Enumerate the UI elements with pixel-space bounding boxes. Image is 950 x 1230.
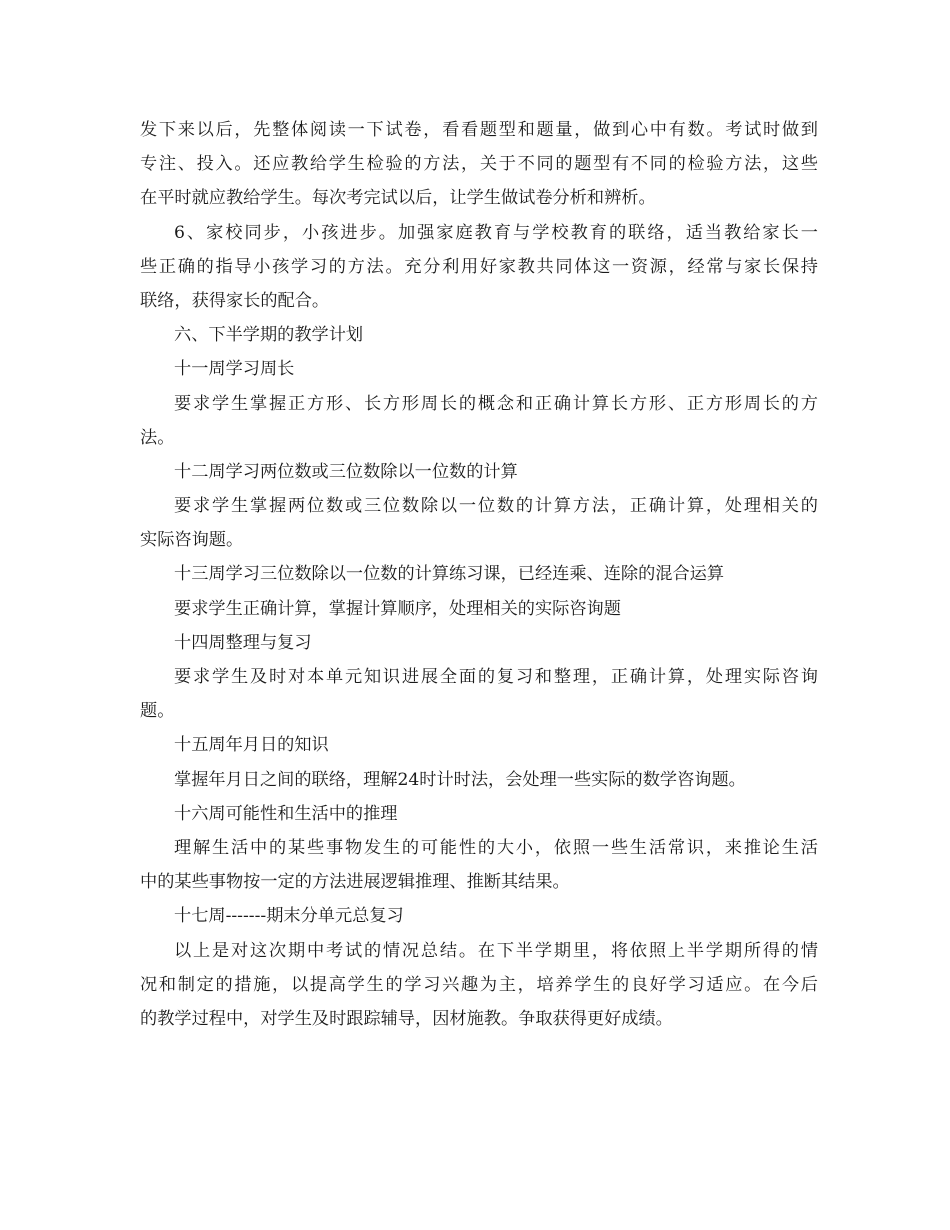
week-heading: 十四周整理与复习 <box>174 632 312 653</box>
text-line: 题。 <box>140 701 175 722</box>
week-heading: 十一周学习周长 <box>174 359 295 380</box>
text-line: 要求学生及时对本单元知识进展全面的复习和整理，正确计算，处理实际咨询 <box>174 667 818 687</box>
text-line: 以上是对这次期中考试的情况总结。在下半学期里，将依照上半学期所得的情 <box>174 940 818 961</box>
text-line: 在平时就应教给学生。每次考完试以后，让学生做试卷分析和辨析。 <box>140 188 656 209</box>
text-line: 的教学过程中，对学生及时跟踪辅导，因材施教。争取获得更好成绩。 <box>140 1008 673 1029</box>
week-heading: 十六周可能性和生活中的推理 <box>174 803 398 824</box>
week-heading: 十五周年月日的知识 <box>174 735 329 756</box>
text-line: 联络，获得家长的配合。 <box>140 290 330 311</box>
text-line: 掌握年月日之间的联络，理解24时计时法，会处理一些实际的数学咨询题。 <box>174 769 746 790</box>
text-line: 专注、投入。还应教给学生检验的方法，关于不同的题型有不同的检验方法，这些 <box>140 154 818 175</box>
week-heading: 十七周-------期末分单元总复习 <box>174 906 404 927</box>
text-line: 实际咨询题。 <box>140 530 244 551</box>
text-line: 要求学生正确计算，掌握计算顺序，处理相关的实际咨询题 <box>174 598 621 619</box>
text-line: 要求学生掌握正方形、长方形周长的概念和正确计算长方形、正方形周长的方 <box>174 393 818 414</box>
text-line: 法。 <box>140 427 175 448</box>
text-line: 发下来以后，先整体阅读一下试卷，看看题型和题量，做到心中有数。考试时做到 <box>140 120 818 140</box>
text-line: 要求学生掌握两位数或三位数除以一位数的计算方法，正确计算，处理相关的 <box>174 496 818 517</box>
text-line: 理解生活中的某些事物发生的可能性的大小，依照一些生活常识，来推论生活 <box>174 837 818 858</box>
text-line: 6、家校同步，小孩进步。加强家庭教育与学校教育的联络，适当教给家长一 <box>174 222 818 243</box>
text-line: 些正确的指导小孩学习的方法。充分利用好家教共同体这一资源，经常与家长保持 <box>140 256 818 277</box>
text-line: 中的某些事物按一定的方法进展逻辑推理、推断其结果。 <box>140 872 570 893</box>
week-heading: 十三周学习三位数除以一位数的计算练习课，已经连乘、连除的混合运算 <box>174 564 725 585</box>
text-line: 况和制定的措施，以提高学生的学习兴趣为主，培养学生的良好学习适应。在今后 <box>140 974 818 995</box>
document-page <box>140 113 818 1036</box>
week-heading: 十二周学习两位数或三位数除以一位数的计算 <box>174 461 518 482</box>
section-heading: 六、下半学期的教学计划 <box>174 325 364 346</box>
